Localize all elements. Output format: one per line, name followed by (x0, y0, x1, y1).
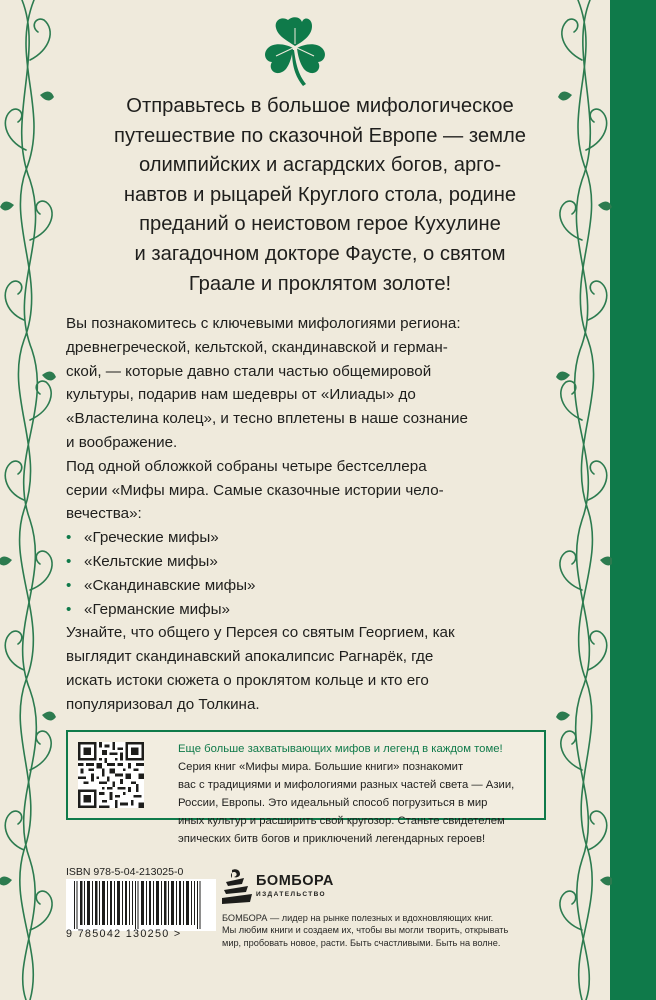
body-line: вечества»: (66, 505, 142, 523)
isbn-label: ISBN 978-5-04-213025-0 (66, 866, 184, 878)
intro-line: и загадочном докторе Фаусте, о святом (134, 242, 506, 265)
publisher-line: БОМБОРА — лидер на рынке полезных и вдохновляющих книг. (222, 913, 494, 923)
promo-headline: Еще больше захватывающих мифов и легенд в каждом томе! (178, 743, 503, 755)
promo-line: иных культур и расширить свой кругозор. Станьте свидетелем (178, 815, 505, 827)
book-list (66, 526, 580, 621)
clover-icon (262, 14, 328, 88)
intro-line: Отправьтесь в большое мифологическое (126, 95, 514, 117)
promo-line: России, Европы. Это идеальный способ погрузиться в мир (178, 797, 488, 809)
paragraph-regions (66, 312, 580, 455)
intro-line: Граале и проклятом золоте! (188, 272, 452, 295)
series-promo-box (66, 730, 546, 845)
body-line: серии «Мифы мира. Самые сказочные истории чело- (66, 481, 444, 499)
body-line: древнегреческой, кельтской, скандинавской и герман- (66, 338, 448, 356)
qr-code-icon[interactable] (78, 742, 144, 808)
publisher-subtitle: ИЗДАТЕЛЬСТВО (256, 891, 327, 898)
publisher-description (222, 912, 542, 949)
body-line: «Властелина колец», и тесно вплетены в наше сознание (66, 410, 468, 428)
intro-line: путешествие по сказочной Европе — земле (114, 124, 526, 147)
promo-line: эпических битв богов и приключений легендарных героев! (178, 833, 486, 845)
publisher-line: Мы любим книги и создаем их, чтобы вы могли творить, открывать (222, 925, 509, 936)
green-edge-stripe (610, 0, 656, 1000)
publisher-name: БОМБОРА (256, 873, 334, 889)
promo-line: вас с традициями и мифологиями разных частей света — Азии, (178, 779, 515, 791)
barcode-block (66, 866, 216, 942)
paragraph-questions (66, 621, 580, 716)
intro-line: навтов и рыцарей Круглого стола, родине (123, 183, 517, 206)
body-line: Узнайте, что общего у Персея со святым Георгием, как (66, 624, 455, 642)
publisher-logo (222, 868, 332, 904)
list-item: • «Германские мифы» (66, 598, 580, 622)
body-line: Под одной обложкой собраны четыре бестселлера (66, 457, 427, 475)
promo-text (178, 740, 544, 848)
intro-line: преданий о неистовом герое Кухулине (139, 213, 501, 236)
body-line: выглядит скандинавский апокалипсис Рагнарёк, где (66, 648, 434, 666)
ean-digits: 9 785042 130250 > (66, 928, 182, 940)
paragraph-collection (66, 455, 580, 526)
body-line: популяризовал до Толкина. (66, 695, 260, 713)
body-line: и воображение. (66, 433, 178, 451)
list-item: • «Греческие мифы» (66, 526, 580, 550)
list-item: • «Скандинавские мифы» (66, 574, 580, 598)
barcode-icon (66, 879, 216, 931)
publisher-line: мир, пробовать новое, расти. Быть счастливыми. Быть на волне. (222, 937, 501, 948)
list-item: • «Кельтские мифы» (66, 550, 580, 574)
description-body (66, 312, 580, 717)
intro-paragraph (62, 92, 578, 299)
body-line: культуры, подарив нам шедевры от «Илиады» до (66, 386, 416, 404)
intro-line: олимпийских и асгардских богов, арго- (138, 154, 502, 177)
body-line: ской, — которые давно стали частью общемировой (66, 362, 432, 380)
promo-line: Серия книг «Мифы мира. Большие книги» познакомит (178, 761, 464, 773)
vine-ornament-left-icon (0, 0, 64, 1000)
body-line: искать истоки сюжета о проклятом кольце и кто его (66, 671, 429, 689)
body-line: Вы познакомитесь с ключевыми мифологиями региона: (66, 315, 461, 332)
bombora-logo-icon (222, 868, 252, 904)
